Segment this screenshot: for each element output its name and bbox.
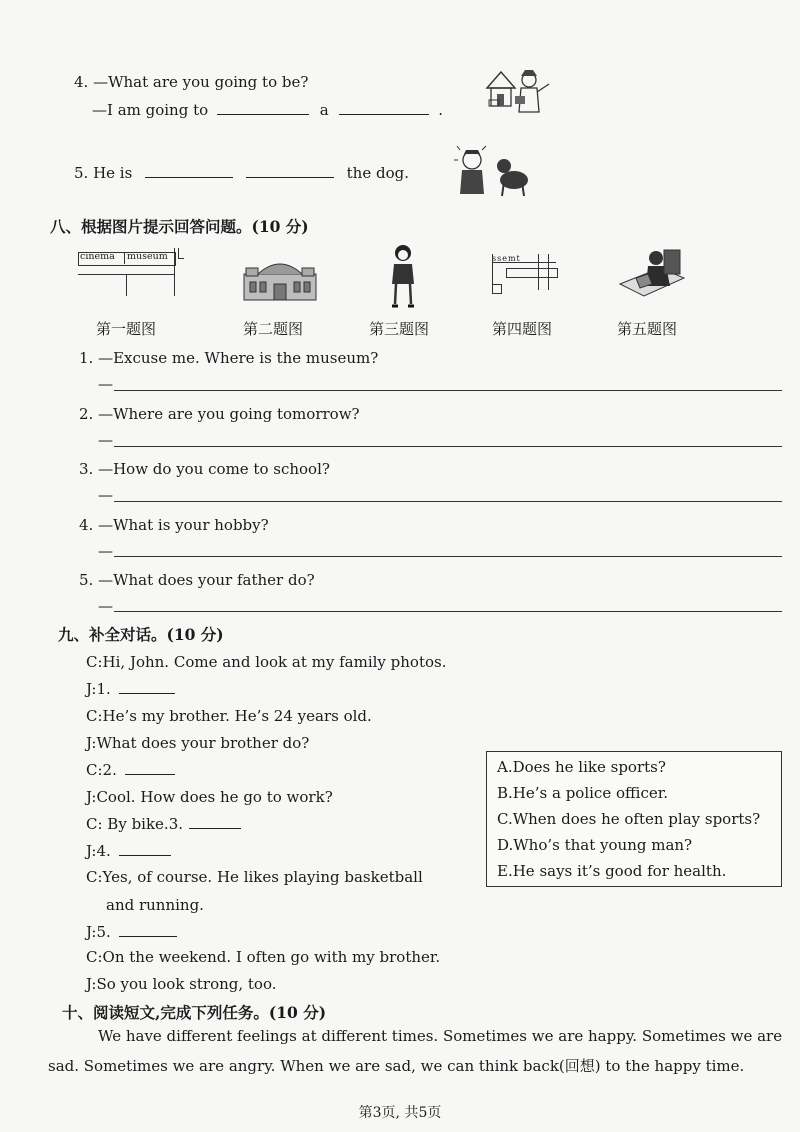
q4-answer-period: . — [438, 101, 444, 119]
option-e: E.He says it’s good for health. — [497, 862, 727, 880]
passage-line-2: sad. Sometimes we are angry. When we are sad, we can think back(回想) to the happy time. — [48, 1057, 745, 1075]
answer-dash-5: — — [98, 597, 113, 615]
dialogue-line-10: and running. — [106, 896, 204, 914]
q4-answer-article: a — [319, 101, 329, 119]
cinema-label: cinema — [80, 251, 115, 262]
part8-question-5: 5. —What does your father do? — [79, 571, 315, 589]
dialogue-line-9: C:Yes, of course. He likes playing basketball — [86, 868, 423, 886]
passage-line-1: We have different feelings at different times. Sometimes we are happy. Sometimes we are — [98, 1027, 783, 1045]
answer-line-2[interactable] — [114, 446, 782, 447]
dialogue-line-7 — [86, 814, 241, 834]
dialogue-blank-3[interactable] — [189, 814, 241, 829]
answer-line-1[interactable] — [114, 390, 782, 391]
part8-question-1: 1. —Excuse me. Where is the museum? — [79, 349, 379, 367]
boy-afraid-of-dog-illustration — [456, 146, 536, 198]
dialogue-line-12: C:On the weekend. I often go with my brother. — [86, 948, 441, 966]
answer-dash-4: — — [98, 542, 113, 560]
postman-illustration — [483, 58, 553, 114]
option-a: A.Does he like sports? — [497, 758, 666, 776]
option-d: D.Who’s that young man? — [497, 836, 693, 854]
crossword-letters: ssemt — [492, 254, 521, 263]
q5-blank-1[interactable] — [145, 163, 233, 178]
q4-blank-2[interactable] — [339, 100, 429, 115]
answer-dash-2: — — [98, 431, 113, 449]
girl-walking-illustration — [386, 244, 420, 310]
answer-line-4[interactable] — [114, 556, 782, 557]
answer-line-5[interactable] — [114, 611, 782, 612]
answer-dash-3: — — [98, 486, 113, 504]
dialogue-line-2 — [86, 679, 175, 699]
part8-question-3: 3. —How do you come to school? — [79, 460, 330, 478]
q5-question-suffix: the dog. — [346, 164, 409, 182]
caption-pic-3: 第三题图 — [369, 320, 430, 338]
man-at-computer-illustration — [618, 248, 686, 298]
q4-blank-1[interactable] — [217, 100, 309, 115]
dialogue-line-13: J:So you look strong, too. — [86, 975, 277, 993]
q4-answer-line — [92, 100, 443, 120]
option-b: B.He’s a police officer. — [497, 784, 669, 802]
dialogue-line-11 — [86, 922, 177, 942]
dialogue-line-3: C:He’s my brother. He’s 24 years old. — [86, 707, 372, 725]
map-illustration — [78, 250, 188, 300]
q4-question: 4. —What are you going to be? — [74, 73, 309, 91]
q5-blank-2[interactable] — [246, 163, 334, 178]
page-footer: 第3页, 共5页 — [358, 1105, 442, 1121]
part8-question-2: 2. —Where are you going tomorrow? — [79, 405, 360, 423]
answer-line-3[interactable] — [114, 501, 782, 502]
dialogue-line-2-text: J:1. — [86, 680, 111, 698]
caption-pic-1: 第一题图 — [96, 320, 157, 338]
dialogue-line-8-text: J:4. — [86, 842, 111, 860]
q4-answer-prefix: —I am going to — [92, 101, 209, 119]
dialogue-line-6: J:Cool. How does he go to work? — [86, 788, 333, 806]
dialogue-line-7-text: C: By bike.3. — [86, 815, 184, 833]
museum-building-illustration — [242, 256, 318, 302]
part8-question-4: 4. —What is your hobby? — [79, 516, 269, 534]
caption-pic-5: 第五题图 — [617, 320, 678, 338]
dialogue-line-1: C:Hi, John. Come and look at my family photos. — [86, 653, 447, 671]
dialogue-blank-5[interactable] — [119, 922, 177, 937]
caption-pic-4: 第四题图 — [492, 320, 553, 338]
section-9-heading: 九、补全对话。(10 分) — [58, 625, 224, 644]
q5-question-prefix: 5. He is — [74, 164, 133, 182]
answer-dash-1: — — [98, 375, 113, 393]
caption-pic-2: 第二题图 — [243, 320, 304, 338]
dialogue-line-5-text: C:2. — [86, 761, 117, 779]
option-c: C.When does he often play sports? — [497, 810, 761, 828]
section-8-heading: 八、根据图片提示回答问题。(10 分) — [50, 217, 309, 236]
q5-question-line — [74, 163, 409, 183]
dialogue-blank-1[interactable] — [119, 679, 175, 694]
options-box — [486, 751, 782, 887]
section-10-heading: 十、阅读短文,完成下列任务。(10 分) — [62, 1003, 327, 1022]
dialogue-line-5 — [86, 760, 175, 780]
crossword-illustration — [492, 254, 562, 294]
dialogue-line-11-text: J:5. — [86, 923, 111, 941]
dialogue-line-4: J:What does your brother do? — [86, 734, 310, 752]
dialogue-blank-4[interactable] — [119, 841, 171, 856]
museum-label: museum — [127, 251, 168, 262]
dialogue-blank-2[interactable] — [125, 760, 175, 775]
dialogue-line-8 — [86, 841, 171, 861]
